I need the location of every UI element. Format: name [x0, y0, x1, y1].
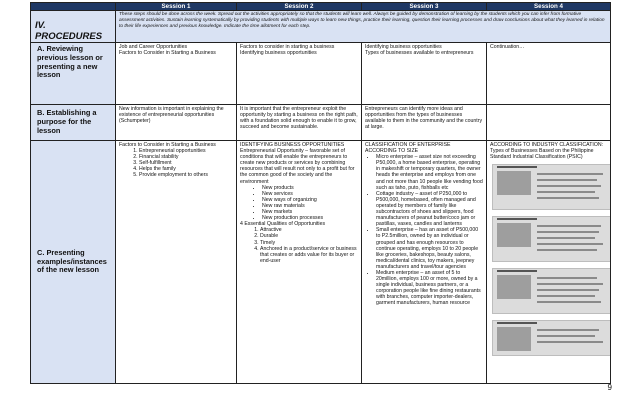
row-c-s3-list [365, 154, 483, 306]
list-item: • New products [262, 185, 358, 191]
row-b-session-2: It is important that the entrepreneur exploit the opportunity by starting a business on the right path, with a foundation solid enough to enable it to grow, succeed and become sustainable. [237, 105, 362, 141]
procedures-instructions: These steps should be done across the week. Spread out the activities appropriately so that the students will learn well. Always be guided by demonstration of learning by the students which you can infer from formative assessment activities. Sustain learning systematically by providing students with multiple ways to learn new things, practice their learning, question their learning processes and draw conclusions about what they learned in relation to their life experiences and previous knowledge. Indicate the time allotment for each step. [116, 11, 611, 43]
session-2-header: Session 2 [237, 3, 362, 11]
psic-images [490, 160, 607, 356]
row-c-session-1 [116, 141, 237, 384]
session-1-header: Session 1 [116, 3, 237, 11]
list-item: 4. Anchored in a product/service or business that creates or adds value for its buyer or end-user [260, 246, 358, 264]
row-a-s1-line-1: Job and Career Opportunities [119, 44, 188, 50]
lesson-plan-table [30, 2, 611, 384]
list-item: • Small enterprise – has an asset of P500,000 to P2.5million, owned by an individual or grouped and has enough resources to continue operating, employs 10 to 20 people like groceries, bakeshops, beauty salons, medical/dental clinics, toy makers, jeepney manufacturers and travel/tour agencies [376, 227, 483, 270]
psic-page-image [492, 164, 611, 210]
row-c-s4-title-2: Types of Businesses Based on the Philippine Standard Industrial Classification (PSIC) [490, 148, 594, 161]
row-b-session-4 [487, 105, 611, 141]
row-c-s3-title-1: CLASSIFICATION OF ENTERPRISE [365, 142, 451, 148]
list-item: • New services [262, 191, 358, 197]
row-c-s2-qualities-title: 4 Essential Qualities of Opportunities [240, 221, 326, 228]
row-a-session-1 [116, 43, 237, 105]
row-c-s1-title: Factors to Consider in Starting a Business [119, 142, 216, 148]
list-item: 5. Provide employment to others [139, 172, 233, 178]
row-a-label: A. Reviewing previous lesson or presenting a new lesson [31, 43, 116, 105]
list-item: • New production processes [262, 215, 358, 221]
psic-page-image [492, 216, 611, 262]
row-c-s1-list [127, 148, 233, 178]
row-a-session-3 [362, 43, 487, 105]
session-3-header: Session 3 [362, 3, 487, 11]
row-c-s4-title-1: ACCORDING TO INDUSTRY CLASSIFICATION: [490, 142, 604, 148]
list-item: 1. Entrepreneurial opportunities [139, 148, 233, 154]
list-item: 2. Financial stability [139, 154, 233, 160]
psic-page-image [492, 320, 611, 356]
row-c-session-4 [487, 141, 611, 384]
session-4-header: Session 4 [487, 3, 611, 11]
list-item: • Medium enterprise – an asset of 5 to 20million, employs 100 or more, owned by a single individual, business partners, or a corporation people like fine dining restaurants with branches, computer importer-dealers, garment manufacturers, human resource [376, 270, 483, 307]
row-a-s1-line-2: Factors to Consider in Starting a Business [119, 50, 216, 57]
row-b-session-3: Entrepreneurs can identify more ideas and opportunities from the types of businesses available to them in the community and the country at large. [362, 105, 487, 141]
list-item: 3. Timely [260, 240, 358, 246]
row-c-s2-bullets [254, 185, 358, 222]
row-b-label: B. Establishing a purpose for the lesson [31, 105, 116, 141]
row-c-s2-title: IDENTIFYING BUSINESS OPPORTUNITIES [240, 142, 345, 148]
row-c-s3-title-2: ACCORDING TO SIZE [365, 148, 419, 155]
list-item: 3. Self-fulfillment [139, 160, 233, 166]
row-a-s3-line-2: Types of businesses available to entrepreneurs [365, 50, 474, 57]
page-number: 9 [607, 383, 612, 392]
row-a-session-2: Factors to consider in starting a business Identifying business opportunities [237, 43, 362, 105]
row-b-session-1: New information is important in explaining the existence of entrepreneurial opportunities (Schumpeter) [116, 105, 237, 141]
row-a-session-4: Continuation… [487, 43, 611, 105]
list-item: 4. Helps the family [139, 166, 233, 172]
header-corner-cell [31, 3, 116, 11]
list-item: • New raw materials [262, 203, 358, 209]
list-item: 2. Durable [260, 233, 358, 239]
list-item: • Micro enterprise – asset size not exceeding P50,000, a home based enterprise, operating in makeshift or temporary quarters, the owner heads the enterprise and employs from one and not more than 10 people like vending food such as taho, puto, fishballs etc [376, 154, 483, 191]
row-c-label: C. Presenting examples/instances of the new lesson [31, 141, 116, 384]
row-c-s2-text: Entrepreneurial Opportunity – favorable set of conditions that will enable the entrepreneurs to create new products or services by combining resources that will result not only to a profit but for the common good of the society and the environment [240, 148, 355, 185]
list-item: • Cottage industry – asset of P250,000 to P500,000, homebased, often managed and operated by members of family like subcontractors of shoes and slippers, food manufacturers of peanut butter/coco jam or pastillas, vases, candles and lanterns [376, 191, 483, 228]
list-item: • New ways of organizing [262, 197, 358, 203]
procedures-heading: IV. PROCEDURES [31, 11, 116, 43]
list-item: • New markets [262, 209, 358, 215]
row-c-session-2 [237, 141, 362, 384]
row-a-s3-line-1: Identifying business opportunities [365, 44, 442, 50]
list-item: 1. Attractive [260, 227, 358, 233]
row-c-s2-qualities [248, 227, 358, 264]
psic-page-image [492, 268, 611, 314]
row-c-session-3 [362, 141, 487, 384]
